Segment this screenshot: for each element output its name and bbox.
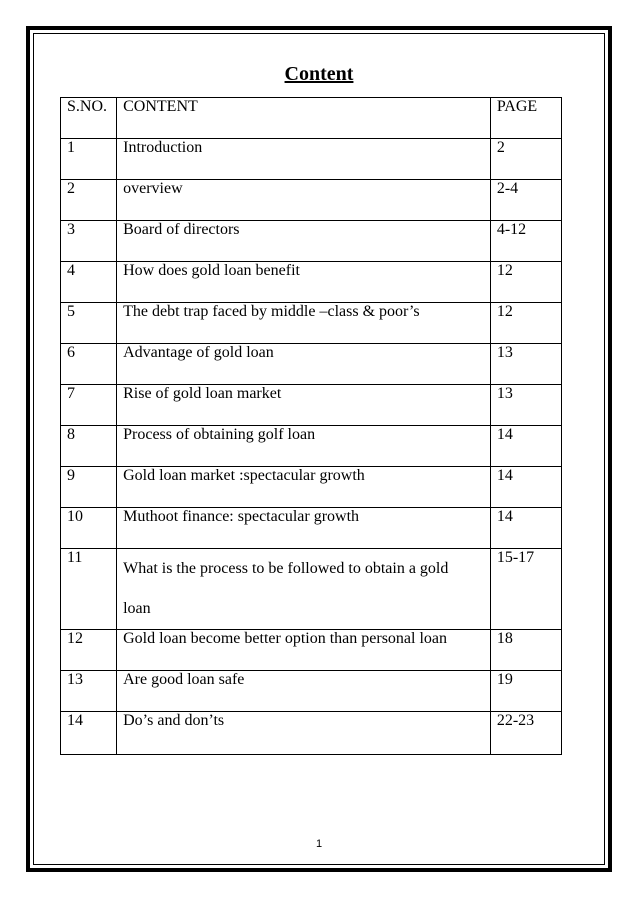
row-page: 2 bbox=[490, 139, 561, 180]
row-content bbox=[117, 549, 491, 630]
row-sno: 12 bbox=[61, 630, 117, 671]
row-page: 13 bbox=[490, 344, 561, 385]
table-row bbox=[61, 139, 562, 180]
row-content: Gold loan market :spectacular growth bbox=[117, 467, 491, 508]
row-sno: 3 bbox=[61, 221, 117, 262]
row-sno: 8 bbox=[61, 426, 117, 467]
row-content: Advantage of gold loan bbox=[117, 344, 491, 385]
row-sno: 7 bbox=[61, 385, 117, 426]
table-row bbox=[61, 262, 562, 303]
table-row bbox=[61, 385, 562, 426]
row-sno: 9 bbox=[61, 467, 117, 508]
row-page: 4-12 bbox=[490, 221, 561, 262]
row-page: 22-23 bbox=[490, 712, 561, 755]
header-page: PAGE bbox=[490, 98, 561, 139]
row-page: 14 bbox=[490, 508, 561, 549]
row-page: 18 bbox=[490, 630, 561, 671]
page-title: Content bbox=[284, 63, 354, 85]
table-row bbox=[61, 671, 562, 712]
table-row bbox=[61, 344, 562, 385]
row-page: 15-17 bbox=[490, 549, 561, 630]
row-content: Do’s and don’ts bbox=[117, 712, 491, 755]
header-content: CONTENT bbox=[117, 98, 491, 139]
row-page: 12 bbox=[490, 303, 561, 344]
row-sno: 10 bbox=[61, 508, 117, 549]
row-sno: 4 bbox=[61, 262, 117, 303]
row-sno: 2 bbox=[61, 180, 117, 221]
row-content: overview bbox=[117, 180, 491, 221]
table-row bbox=[61, 712, 562, 755]
row-content: Muthoot finance: spectacular growth bbox=[117, 508, 491, 549]
row-content: Board of directors bbox=[117, 221, 491, 262]
row-sno: 13 bbox=[61, 671, 117, 712]
table-row bbox=[61, 426, 562, 467]
row-content: Rise of gold loan market bbox=[117, 385, 491, 426]
row-sno: 6 bbox=[61, 344, 117, 385]
row-content: The debt trap faced by middle –class & poor’s bbox=[117, 303, 491, 344]
table-row bbox=[61, 303, 562, 344]
row-sno: 1 bbox=[61, 139, 117, 180]
row-content-line-1: What is the process to be followed to obtain a gold bbox=[123, 560, 449, 577]
row-content: Are good loan safe bbox=[117, 671, 491, 712]
contents-table bbox=[60, 97, 562, 755]
table-row bbox=[61, 630, 562, 671]
table-row bbox=[61, 180, 562, 221]
table-row bbox=[61, 467, 562, 508]
row-page: 2-4 bbox=[490, 180, 561, 221]
page-number: 1 bbox=[315, 838, 323, 850]
table-row bbox=[61, 508, 562, 549]
row-sno: 11 bbox=[61, 549, 117, 630]
row-page: 13 bbox=[490, 385, 561, 426]
row-content: How does gold loan benefit bbox=[117, 262, 491, 303]
table-row bbox=[61, 549, 562, 630]
row-content: Gold loan become better option than personal loan bbox=[117, 630, 491, 671]
table-row bbox=[61, 221, 562, 262]
row-sno: 5 bbox=[61, 303, 117, 344]
table-header-row bbox=[61, 98, 562, 139]
row-page: 12 bbox=[490, 262, 561, 303]
row-page: 14 bbox=[490, 467, 561, 508]
header-sno: S.NO. bbox=[61, 98, 117, 139]
row-page: 19 bbox=[490, 671, 561, 712]
row-content: Process of obtaining golf loan bbox=[117, 426, 491, 467]
row-content-line-2: loan bbox=[123, 600, 151, 617]
row-content: Introduction bbox=[117, 139, 491, 180]
row-page: 14 bbox=[490, 426, 561, 467]
row-sno: 14 bbox=[61, 712, 117, 755]
